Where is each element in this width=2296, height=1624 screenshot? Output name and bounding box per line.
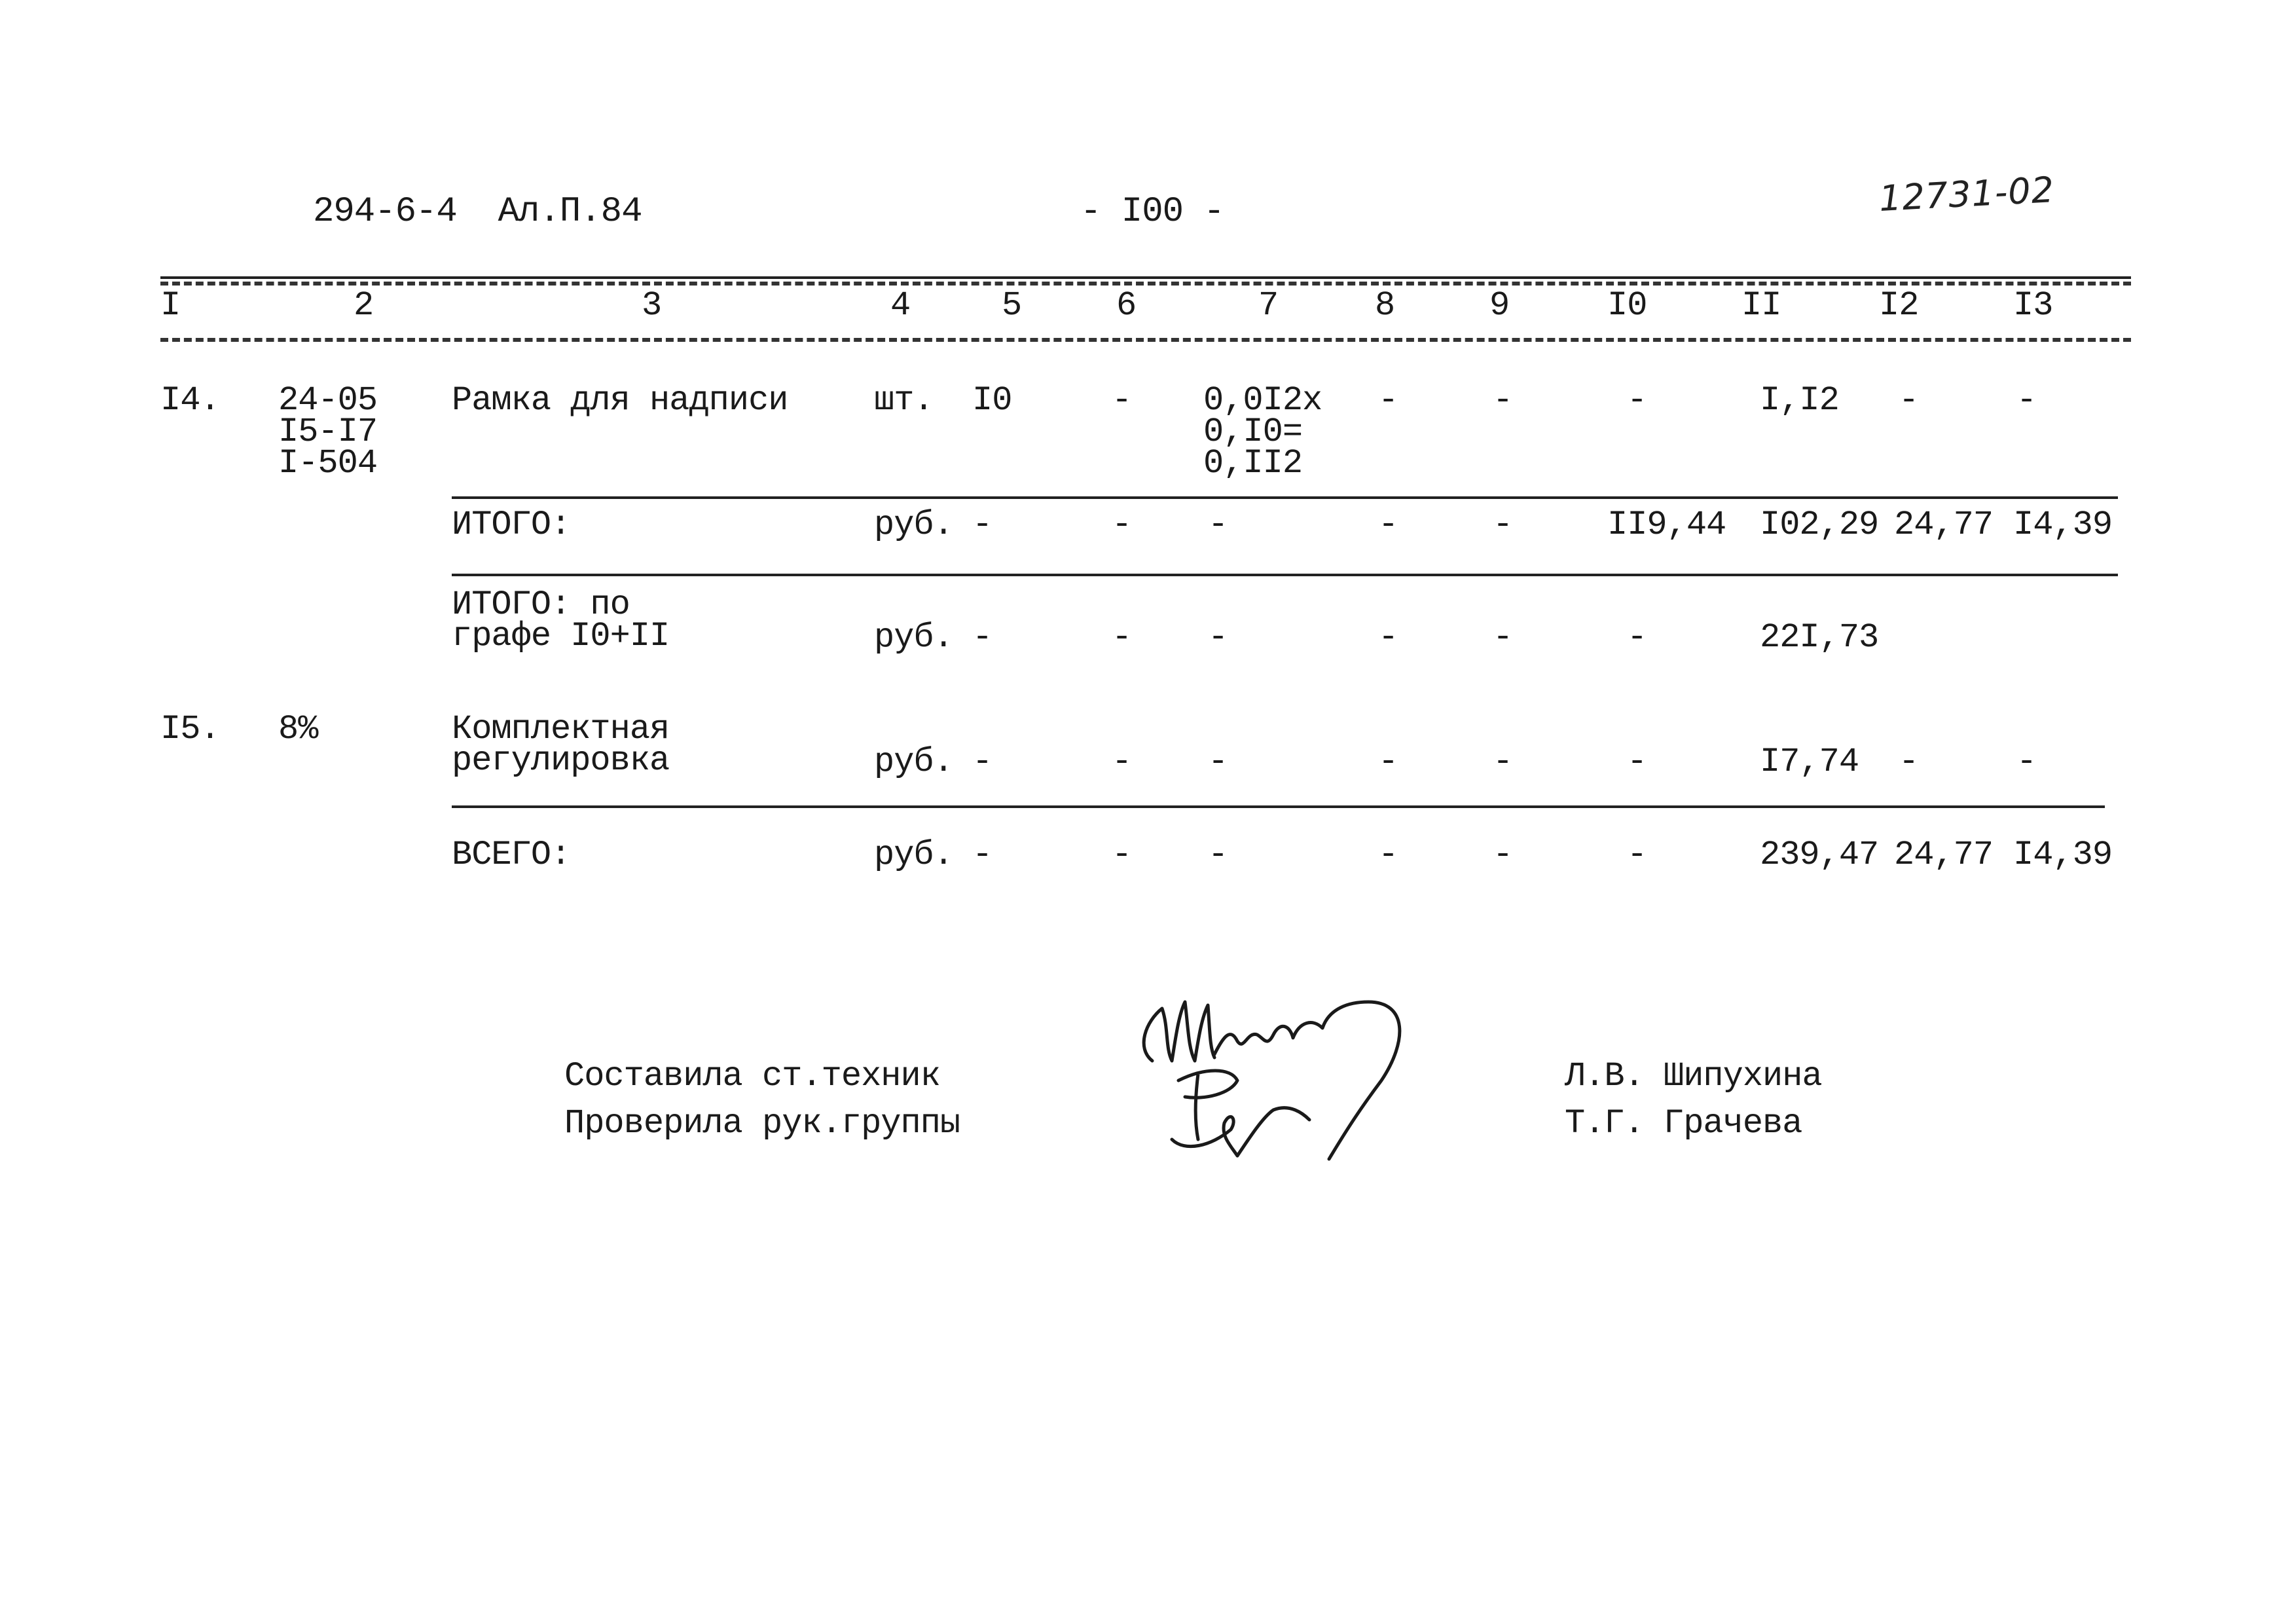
cell-col-9: - [1493,743,1513,781]
column-header-1: I [160,286,181,325]
cell-col-5: I0 [972,381,1012,420]
cell-col-5: - [972,618,993,657]
column-header-4: 4 [890,286,911,325]
row-code: 24-05 I5-I7 I-504 [278,381,378,483]
compiled-by-name: Л.В. Шипухина [1565,1057,1822,1096]
cell-col-13: I4,39 [2013,836,2113,874]
checked-by-name: Т.Г. Грачева [1565,1104,1802,1143]
cell-col-8: - [1378,743,1398,781]
cell-col-11: I7,74 [1760,743,1859,781]
cell-col-9: - [1493,506,1513,544]
row-unit: шт. [874,381,934,420]
cell-col-6: - [1112,506,1132,544]
cell-col-12: 24,77 [1894,836,1994,874]
column-header-6: 6 [1116,286,1137,325]
row-unit: руб. [874,618,953,657]
cell-col-9: - [1493,381,1513,420]
cell-col-8: - [1378,506,1398,544]
subtotal-rule [452,496,2118,499]
cell-col-6: - [1112,836,1132,874]
header-bottom-rule [160,338,2131,342]
compiled-by-role: Составила ст.техник [564,1057,940,1096]
cell-col-11: I02,29 [1760,506,1879,544]
signatures-image [1133,982,1447,1192]
cell-col-10: - [1627,381,1647,420]
column-header-13: I3 [2013,286,2053,325]
cell-col-12: - [1899,743,1919,781]
column-header-2: 2 [354,286,374,325]
row-name: ВСЕГО: [452,836,571,874]
total-rule [452,574,2118,576]
column-header-5: 5 [1002,286,1022,325]
handwritten-document-number: 12731-02 [1878,169,2056,219]
row-name: Рамка для надписи [452,381,788,420]
column-header-3: 3 [642,286,662,325]
cell-col-13: - [2016,381,2037,420]
column-header-7: 7 [1258,286,1279,325]
cell-col-9: - [1493,618,1513,657]
cell-col-10: II9,44 [1607,506,1726,544]
cell-col-6: - [1112,618,1132,657]
cell-col-13: - [2016,743,2037,781]
checked-by-role: Проверила рук.группы [564,1104,960,1143]
cell-col-10: - [1627,618,1647,657]
table-top-rule [160,276,2131,279]
cell-col-10: - [1627,743,1647,781]
cell-col-13: I4,39 [2013,506,2113,544]
cell-col-5: - [972,743,993,781]
row-code: 8% [278,710,318,748]
row-name: ИТОГО: [452,506,571,544]
column-header-11: II [1741,286,1781,325]
row-unit: руб. [874,506,953,544]
row-name: Комплектная регулировка [452,710,670,780]
row-unit: руб. [874,836,953,874]
cell-col-11: I,I2 [1760,381,1839,420]
row-name: ИТОГО: по графе I0+II [452,585,670,655]
cell-col-10: - [1627,836,1647,874]
row-number: I5. [160,710,220,748]
cell-col-6: - [1112,743,1132,781]
cell-col-7: - [1208,836,1228,874]
cell-col-5: - [972,836,993,874]
cell-col-7: - [1208,618,1228,657]
cell-col-11: 22I,73 [1760,618,1879,657]
cell-col-8: - [1378,618,1398,657]
row-number: I4. [160,381,220,420]
page-number: - I00 - [1080,192,1224,232]
column-header-10: I0 [1607,286,1647,325]
column-header-8: 8 [1375,286,1395,325]
cell-col-12: 24,77 [1894,506,1994,544]
cell-col-8: - [1378,381,1398,420]
cell-col-6: - [1112,381,1132,420]
cell-col-8: - [1378,836,1398,874]
cell-col-5: - [972,506,993,544]
cell-col-11: 239,47 [1760,836,1879,874]
cell-col-9: - [1493,836,1513,874]
cell-col-7: - [1208,743,1228,781]
cell-col-7: 0,0I2x 0,I0= 0,II2 [1203,381,1322,483]
grand-total-rule [452,805,2105,808]
column-header-12: I2 [1879,286,1919,325]
column-header-9: 9 [1489,286,1510,325]
cell-col-7: - [1208,506,1228,544]
document-reference: 294-6-4 Ал.П.84 [313,192,642,232]
table-top-rule-dashed [160,282,2131,286]
cell-col-12: - [1899,381,1919,420]
row-unit: руб. [874,743,953,781]
